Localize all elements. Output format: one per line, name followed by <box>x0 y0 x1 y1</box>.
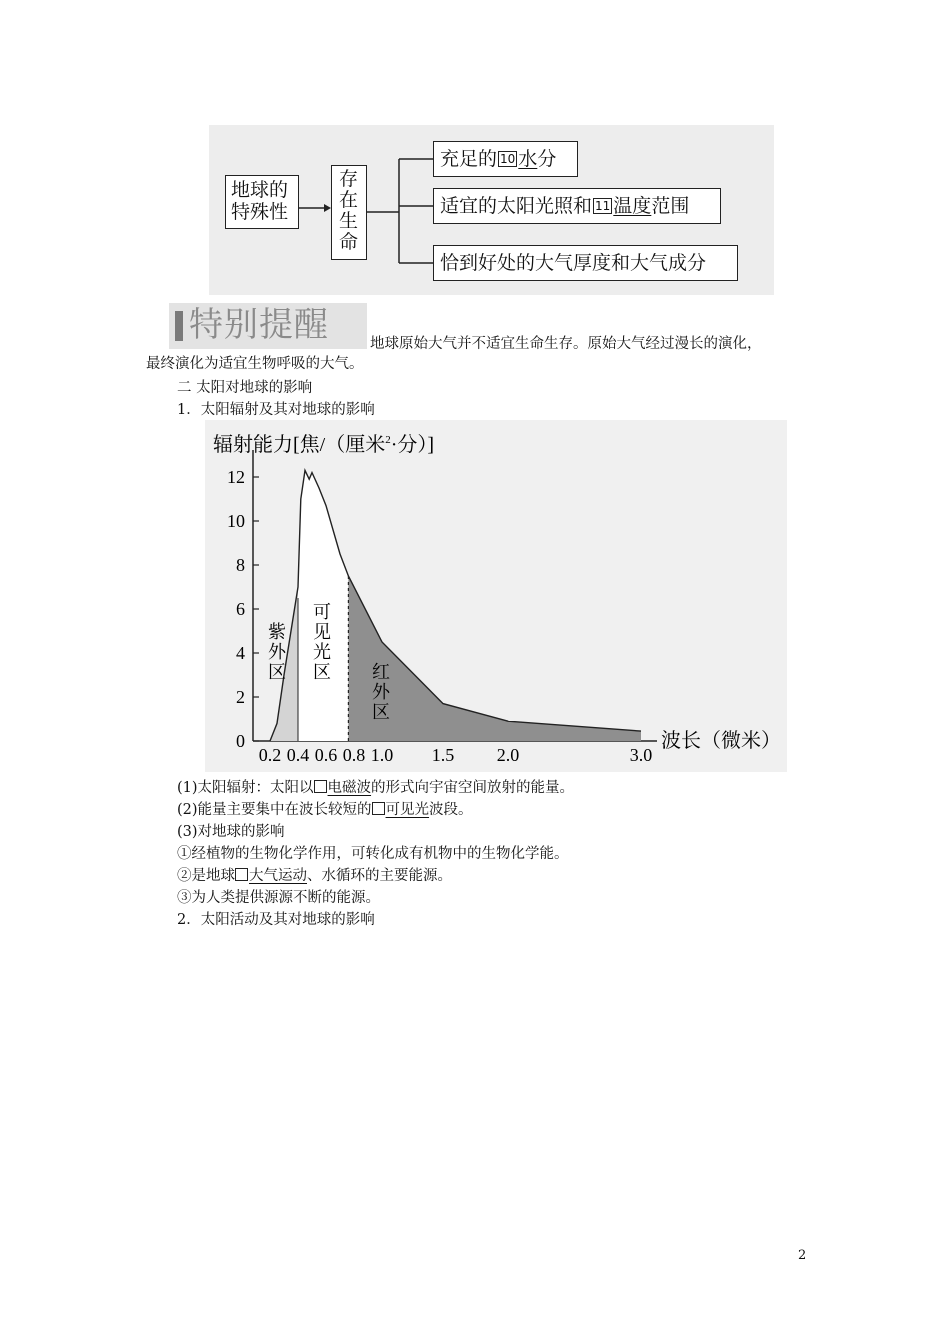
x-tick-label: 0.4 <box>286 745 310 765</box>
y-tick-label: 8 <box>236 555 245 575</box>
x-axis-label: 波长（微米） <box>661 730 781 752</box>
region-label-0: 紫 <box>268 622 286 642</box>
y-tick-label: 2 <box>236 687 245 707</box>
item-6: ③为人类提供源源不断的能源。 <box>177 890 380 906</box>
page-number: 2 <box>798 1248 807 1263</box>
region-label-2: 外 <box>372 682 390 702</box>
tip-line-1: 地球原始大气并不适宜生命生存。原始大气经过漫长的演化， <box>370 336 762 352</box>
region-label-1: 可 <box>313 602 331 622</box>
branch-prefix: 充足的 <box>440 148 498 170</box>
blank-answer-temperature: 温度 <box>613 195 652 217</box>
tip-line-2: 最终演化为适宜生物呼吸的大气。 <box>146 356 364 372</box>
diagram-connectors <box>209 125 774 295</box>
branch-suffix: 分 <box>537 148 557 170</box>
y-axis-label: 辐射能力[焦/（厘米$^2$·分）] <box>213 434 435 456</box>
life-conditions-diagram <box>209 125 774 295</box>
item-2: (2)能量主要集中在波长较短的 可见光波段。 <box>177 802 473 818</box>
region-label-1: 见 <box>313 622 331 642</box>
item-3: (3)对地球的影响 <box>177 824 285 840</box>
x-tick-label: 0.2 <box>258 745 282 765</box>
blank-answer-water: 水 <box>518 148 538 170</box>
chart-svg <box>205 420 787 772</box>
region-label-2: 红 <box>372 662 390 682</box>
y-tick-label: 12 <box>227 467 245 487</box>
branch-prefix: 适宜的太阳光照和 <box>440 195 593 217</box>
region-label-0: 外 <box>268 642 286 662</box>
blank-number-10: 10 <box>500 152 516 166</box>
x-tick-label: 1.0 <box>370 745 394 765</box>
x-tick-label: 0.6 <box>314 745 338 765</box>
blank-box <box>314 780 327 793</box>
x-tick-label: 3.0 <box>629 745 653 765</box>
section-heading: 二 太阳对地球的影响 <box>177 380 313 396</box>
branch-text: 恰到好处的大气厚度和大气成分 <box>440 252 707 274</box>
blank-box <box>235 868 248 881</box>
y-tick-label: 6 <box>236 599 245 619</box>
y-tick-label: 0 <box>236 731 245 751</box>
y-tick-label: 4 <box>236 643 245 663</box>
x-tick-label: 1.5 <box>431 745 455 765</box>
exclamation-icon <box>175 311 183 341</box>
blank-box <box>372 802 385 815</box>
special-reminder-banner <box>169 303 367 349</box>
infrared-area <box>348 576 641 741</box>
branch-suffix: 范围 <box>651 195 690 217</box>
region-label-1: 区 <box>313 662 331 682</box>
item-5: ②是地球 大气运动、水循环的主要能源。 <box>177 868 452 884</box>
banner-title: 特别提醒 <box>189 305 329 345</box>
x-tick-label: 0.8 <box>342 745 366 765</box>
earth-special-box: 地球的 特殊性 <box>225 175 299 229</box>
blank-answer: 可见光 <box>385 802 430 818</box>
subsection-heading-1: 1．太阳辐射及其对地球的影响 <box>177 402 375 418</box>
item-4: ①经植物的生物化学作用，可转化成有机物中的生物化学能。 <box>177 846 569 862</box>
item-1: (1)太阳辐射：太阳以 电磁波的形式向宇宙空间放射的能量。 <box>177 780 575 796</box>
blank-answer: 大气运动 <box>249 868 307 884</box>
region-label-0: 区 <box>268 662 286 682</box>
region-label-1: 光 <box>313 642 331 662</box>
y-tick-label: 10 <box>227 511 245 531</box>
x-tick-label: 2.0 <box>496 745 520 765</box>
item-7: 2．太阳活动及其对地球的影响 <box>177 912 375 928</box>
life-exists-box: 存 在 生 命 <box>331 165 367 260</box>
solar-radiation-chart <box>205 420 787 772</box>
blank-answer: 电磁波 <box>327 780 372 796</box>
blank-number-11: 11 <box>595 199 611 213</box>
region-label-2: 区 <box>372 702 390 722</box>
